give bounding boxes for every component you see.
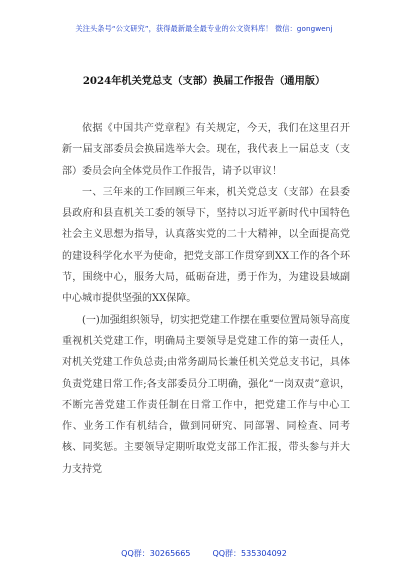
document-body	[62, 118, 350, 480]
qq-group-1: QQ群：30265665	[121, 549, 191, 558]
paragraph-intro: 依据《中国共产党章程》有关规定，今天，我们在这里召开新一届支部委员会换届选举大会。现在，我代表上一届总支（支部）委员会向全体党员作工作报告，请予以审议！	[62, 123, 350, 177]
paragraph-review: 一、三年来的工作回顾三年来，机关党总支（支部）在县委县政府和县直机关工委的领导下，坚持以习近平新时代中国特色社会主义思想为指导，认真落实党的二十大精神，以全面提高党的建设科学化水平为使命，把党支部工作贯穿到XX工作的各个环节，围绕中心，服务大局，砥砺奋进，勇于作为，为建设县域副中心城市提供坚强的XX保障。	[62, 186, 350, 305]
qq-group-2: QQ群：535304092	[212, 549, 287, 558]
document-title: 2024年机关党总支（支部）换届工作报告（通用版）	[82, 75, 326, 87]
promo-banner: 关注头条号“公文研究”，获得最新最全最专业的公文资料库！ 微信：gongwenj	[75, 24, 333, 33]
footer-contacts	[0, 548, 408, 559]
paragraph-organization: (一)加强组织领导，切实把党建工作摆在重要位置局领导高度重视机关党建工作，明确局主要领导是党建工作的第一责任人，对机关党建工作负总责;由常务副局长兼任机关党总支书记，具体负责党建日常工作;各支部委员分工明确，强化“一岗双责”意识，不断完善党建工作责任制在日常工作中，把党建工作与中心工作、业务工作有机结合，做到同研究、同部署、同检查、同考核、同奖惩。主要领导定期听取党支部工作汇报，带头参与并大力支持党	[62, 314, 350, 475]
